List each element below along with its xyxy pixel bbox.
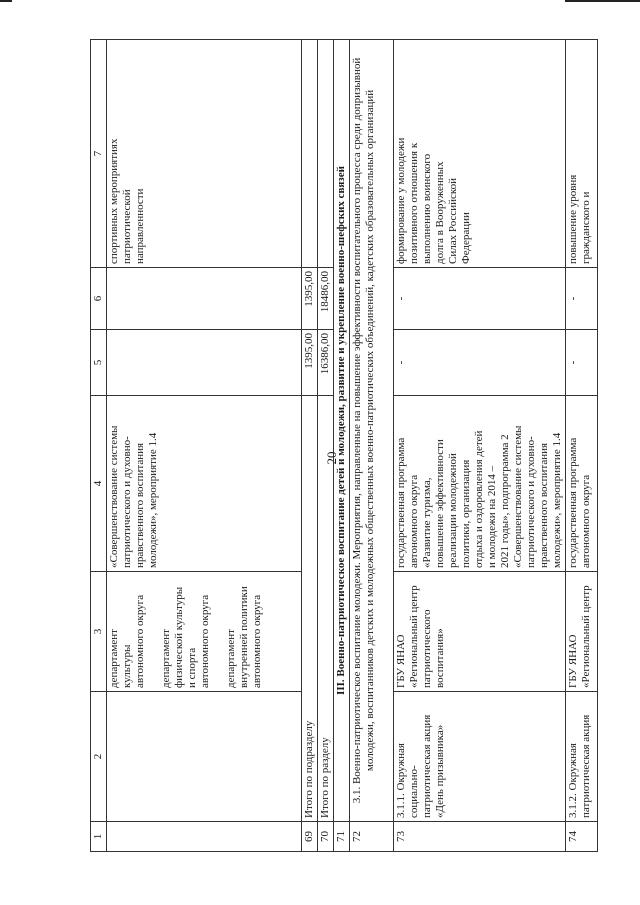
column-header: 5	[91, 330, 107, 396]
program-cell: государственная программа автономного округа	[566, 396, 598, 572]
table-row	[566, 40, 598, 852]
row-number-cell	[107, 822, 302, 852]
row-number-cell: 69	[302, 822, 318, 852]
table-row	[318, 40, 334, 852]
event-cell: 3.1.2. Окружная патриотическая акция	[566, 692, 598, 822]
value-cell	[107, 268, 302, 330]
column-header: 7	[91, 40, 107, 268]
column-header: 2	[91, 692, 107, 822]
program-cell: «Совершенствование системы патриотического и духовно- нравственного воспитания молодежи», мероприятие 1.4	[107, 396, 302, 572]
total-label: Итого по разделу	[318, 396, 334, 822]
scan-edge-mark-right	[565, 0, 640, 2]
document-table-frame	[90, 40, 592, 852]
row-number-cell: 71	[334, 822, 350, 852]
result-cell: формирование у молодежи позитивного отношения к выполнению воинского долга в Вооруженных Силах Российской Федерации	[394, 40, 566, 268]
value-cell: 16386,00	[318, 330, 334, 396]
value-cell: -	[566, 330, 598, 396]
subtotal-label: Итого по подразделу	[302, 396, 318, 822]
scan-edge-mark-left	[0, 0, 12, 2]
column-header: 4	[91, 396, 107, 572]
value-cell: 1395,00	[302, 330, 318, 396]
table-row	[302, 40, 318, 852]
row-number-cell: 70	[318, 822, 334, 852]
result-cell: спортивных мероприятиях патриотической направленности	[107, 40, 302, 268]
row-number-cell: 72	[350, 822, 394, 852]
table-row	[394, 40, 566, 852]
row-number-cell: 73	[394, 822, 566, 852]
table-row	[334, 40, 350, 852]
event-cell: 3.1.1. Окружная социально- патриотическая акция «День призывника»	[394, 692, 566, 822]
value-cell: -	[394, 268, 566, 330]
result-cell	[318, 40, 334, 268]
column-header: 3	[91, 572, 107, 692]
event-cell	[107, 692, 302, 822]
executor-cell: ГБУ ЯНАО «Региональный центр	[566, 572, 598, 692]
result-cell: повышение уровня гражданского и	[566, 40, 598, 268]
executor-cell: ГБУ ЯНАО «Региональный центр патриотического воспитания»	[394, 572, 566, 692]
column-header: 1	[91, 822, 107, 852]
section-heading: III. Военно-патриотическое воспитание детей и молодежи, развитие и укрепление военно-шефских связей	[334, 40, 350, 822]
value-cell: -	[566, 268, 598, 330]
column-header: 6	[91, 268, 107, 330]
value-cell: -	[394, 330, 566, 396]
table-header-row	[91, 40, 107, 852]
program-cell: государственная программа автономного округа «Развитие туризма, повышение эффективности реализации молодежной политики, организация отдыха и оздоровления детей и молодежи на 2014 – 2021 годы», подпрограмма 2 «Совершенствование системы патриотического и духовно- нравственного воспитания молодежи», мероприятие 1.4	[394, 396, 566, 572]
subsection-heading: 3.1. Военно-патриотическое воспитание молодежи. Мероприятия, направленные на повышение эффективности воспитательного процесса среди допризывной молодежи, воспитанников детских и молодежных общественных военно-патриотических объединений, кадетских образовательных организаций	[350, 40, 394, 822]
measures-table	[90, 39, 598, 852]
value-cell	[107, 330, 302, 396]
value-cell: 1395,00	[302, 268, 318, 330]
page-number: 20	[324, 451, 339, 465]
table-row	[107, 40, 302, 852]
value-cell: 18486,00	[318, 268, 334, 330]
row-number-cell: 74	[566, 822, 598, 852]
executor-cell: департамент культуры автономного округа департамент физической культуры и спорта автономного округа департамент внутренней политики автономного округа	[107, 572, 302, 692]
result-cell	[302, 40, 318, 268]
table-row	[350, 40, 394, 852]
